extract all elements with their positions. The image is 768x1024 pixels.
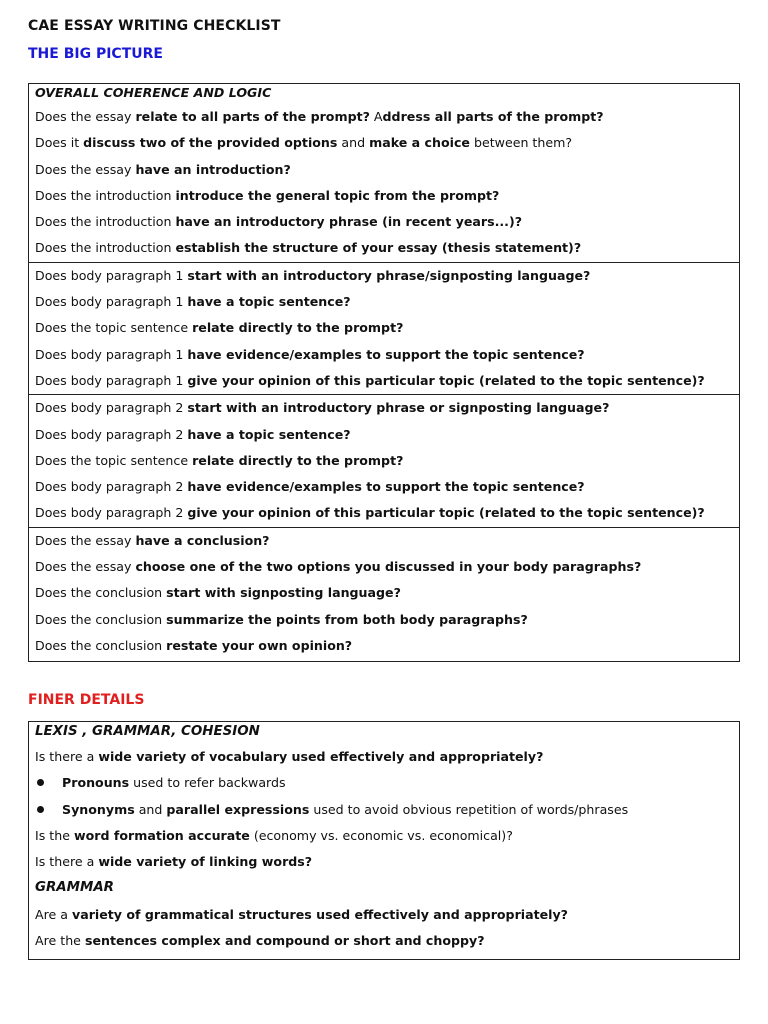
- checklist-item: Does body paragraph 1 give your opinion of this particular topic (related to the topic sentence)?: [35, 372, 705, 388]
- checklist-group-2: [29, 262, 739, 394]
- checklist-item: Is there a wide variety of linking words?: [35, 854, 313, 870]
- checklist-item: Does the essay relate to all parts of the prompt? Address all parts of the prompt?: [35, 109, 604, 124]
- bullet-icon: [37, 806, 44, 813]
- checklist-item: Are the sentences complex and compound or short and choppy?: [35, 933, 485, 949]
- checklist-item: Does the topic sentence relate directly to the prompt?: [35, 452, 404, 468]
- bullet-item: Synonyms and parallel expressions used to avoid obvious repetition of words/phrases: [35, 797, 739, 823]
- lexis-heading: LEXIS , GRAMMAR, COHESION: [35, 724, 260, 739]
- checklist-item: Does the essay have a conclusion?: [35, 532, 270, 548]
- checklist-group-1: [29, 84, 739, 262]
- checklist-item: Does body paragraph 2 have evidence/examples to support the topic sentence?: [35, 479, 585, 495]
- checklist-item: Does the essay choose one of the two options you discussed in your body paragraphs?: [35, 559, 642, 575]
- checklist-item: Does body paragraph 2 have a topic sentence?: [35, 426, 351, 442]
- checklist-item: Does it discuss two of the provided options and make a choice between them?: [35, 135, 573, 151]
- checklist-item: Does the conclusion restate your own opinion?: [35, 637, 353, 653]
- checklist-item: Does body paragraph 1 have evidence/examples to support the topic sentence?: [35, 346, 585, 362]
- grammar-heading: GRAMMAR: [35, 880, 114, 896]
- checklist-group-3: [29, 394, 739, 526]
- lexis-grammar-table: [28, 721, 740, 960]
- checklist-item: Are a variety of grammatical structures used effectively and appropriately?: [35, 906, 568, 922]
- coherence-logic-table: [28, 83, 740, 662]
- checklist-group-4: [29, 527, 739, 659]
- table-heading: OVERALL COHERENCE AND LOGIC: [35, 85, 272, 100]
- checklist-item: Does body paragraph 2 give your opinion of this particular topic (related to the topic sentence)?: [35, 505, 705, 521]
- big-picture-heading: THE BIG PICTURE: [28, 46, 163, 62]
- lexis-group: [29, 722, 739, 954]
- checklist-item: Does the topic sentence relate directly to the prompt?: [35, 320, 404, 336]
- checklist-item: Is the word formation accurate (economy vs. economic vs. economical)?: [35, 827, 513, 843]
- finer-details-heading: FINER DETAILS: [28, 692, 145, 708]
- bullet-icon: [37, 779, 44, 786]
- document-title: CAE ESSAY WRITING CHECKLIST: [28, 18, 281, 34]
- checklist-item: Does body paragraph 1 have a topic sentence?: [35, 294, 351, 310]
- checklist-item: Does the introduction introduce the general topic from the prompt?: [35, 187, 500, 203]
- checklist-item: Does the introduction establish the structure of your essay (thesis statement)?: [35, 240, 582, 256]
- checklist-item: Does body paragraph 1 start with an introductory phrase/signposting language?: [35, 267, 591, 283]
- bullet-item: Pronouns used to refer backwards: [35, 770, 739, 796]
- checklist-item: Does the essay have an introduction?: [35, 161, 291, 177]
- checklist-item: Does the conclusion summarize the points from both body paragraphs?: [35, 611, 528, 627]
- checklist-item: Is there a wide variety of vocabulary used effectively and appropriately?: [35, 749, 544, 764]
- checklist-item: Does body paragraph 2 start with an introductory phrase or signposting language?: [35, 400, 610, 416]
- checklist-item: Does the conclusion start with signposting language?: [35, 585, 401, 601]
- checklist-item: Does the introduction have an introductory phrase (in recent years...)?: [35, 214, 523, 230]
